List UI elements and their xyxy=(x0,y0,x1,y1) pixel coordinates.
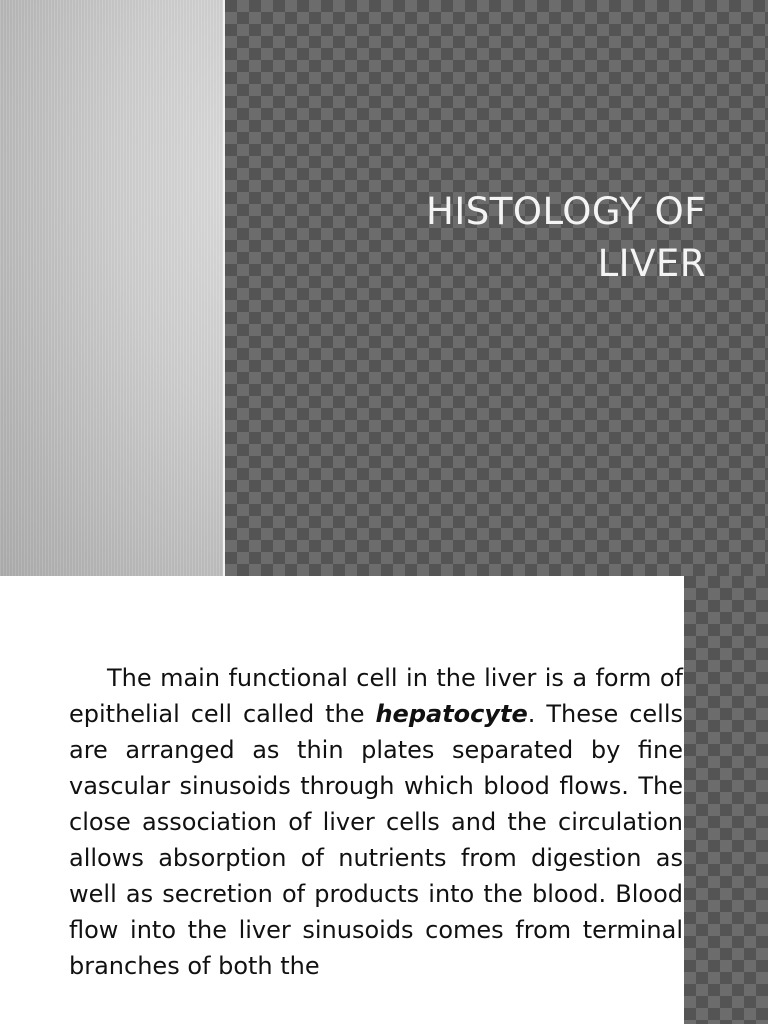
slide-title-line-1: HISTOLOGY OF xyxy=(426,190,706,233)
content-slide xyxy=(0,576,768,1024)
paragraph-text-part-1: The main functional cell in the liver is a form of epithelial cell called the xyxy=(69,664,683,728)
body-paragraph xyxy=(69,660,683,984)
emphasized-term: hepatocyte xyxy=(375,700,528,728)
slide-title-line-2: LIVER xyxy=(597,242,706,285)
paragraph-text-part-2: . These cells are arranged as thin plates separated by fine vascular sinusoids through which blood flows. The close association of liver cells and the circulation allows absorption of nutrients from digestion as well as secretion of products into the blood. Blood flow into the liver sinusoids comes from terminal branches of both the xyxy=(69,700,684,980)
diamond-pattern-strip xyxy=(684,576,768,1024)
left-gradient-panel xyxy=(0,0,223,576)
slide-title xyxy=(286,186,706,290)
